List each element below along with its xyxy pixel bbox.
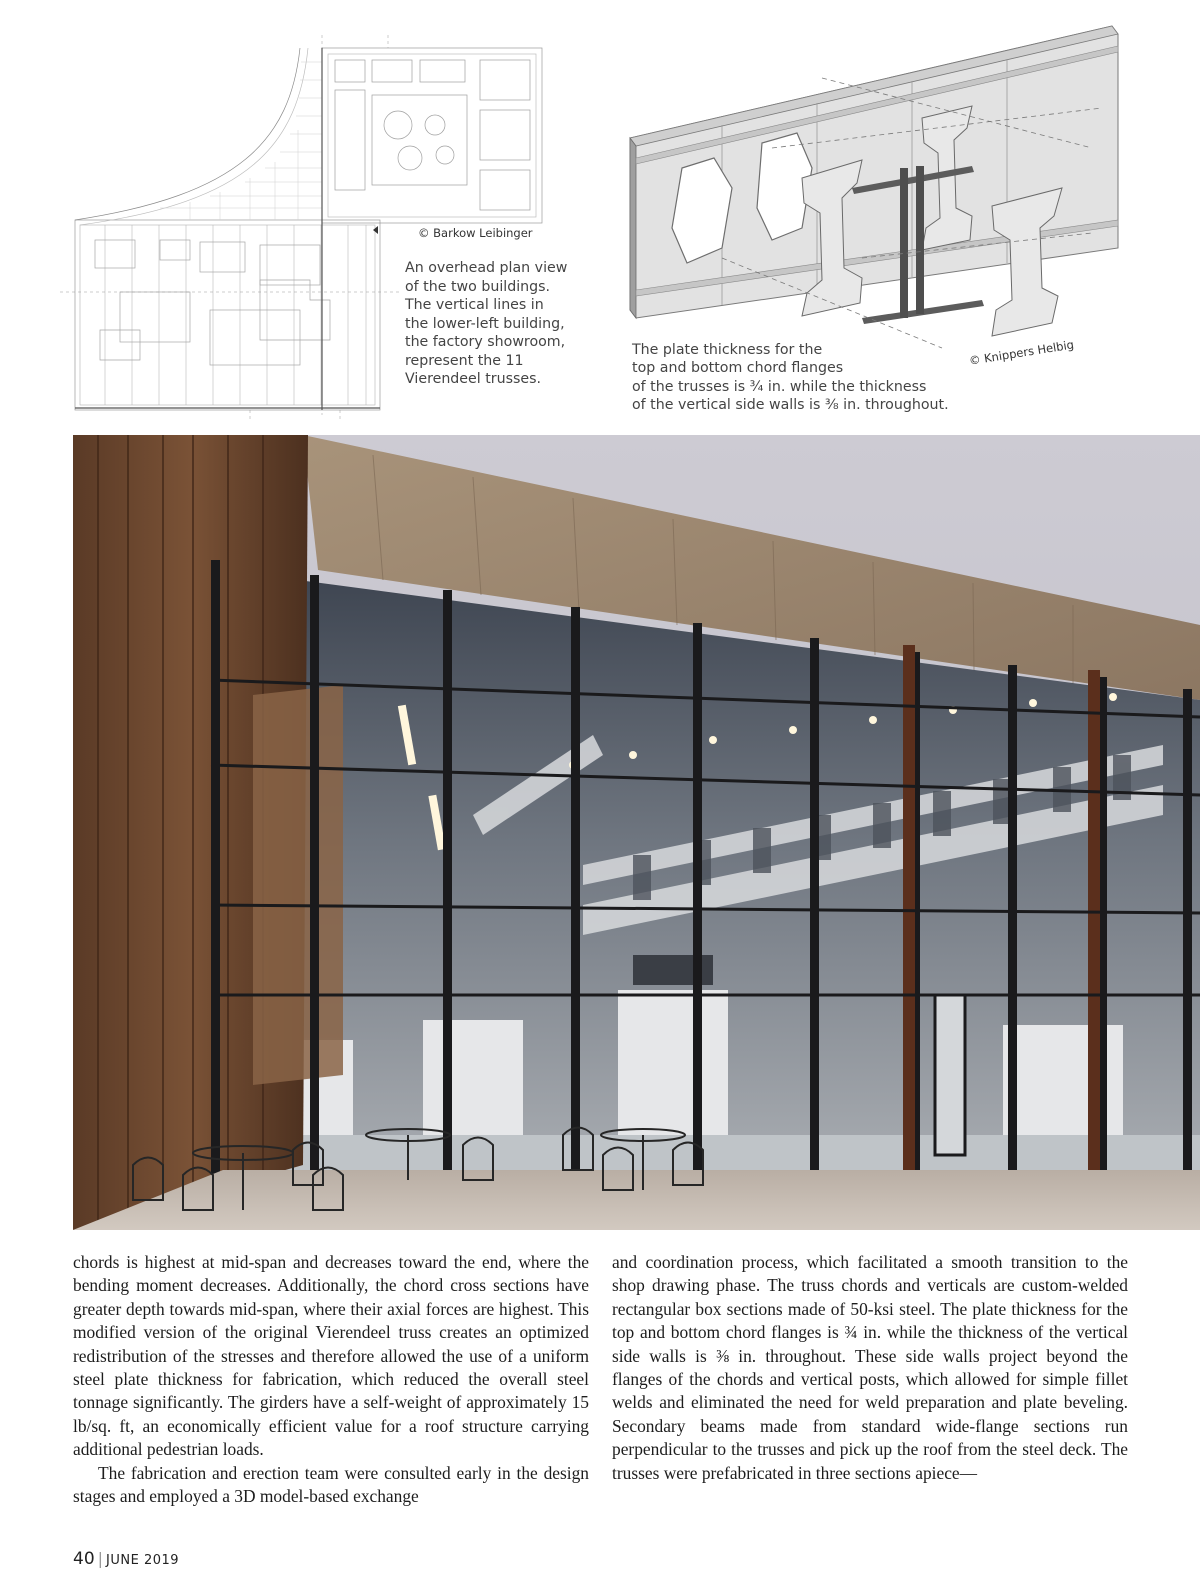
- issue-date: JUNE 2019: [106, 1553, 180, 1568]
- plan-credit: © Barkow Leibinger: [418, 226, 533, 240]
- plan-caption-line: the factory showroom,: [405, 334, 566, 350]
- body-paragraph: chords is highest at mid-span and decreases toward the end, where the bending moment decreases. Additionally, the chord cross sections have greater depth towards mid-span, where their axial forces are highest. This modified version of the original Vierendeel truss creates an optimized redistribution of the stresses and therefore allowed the use of a uniform steel plate thickness for fabrication, which reduced the overall steel tonnage significantly. The girders have a self-weight of approximately 15 lb/sq. ft, an economically efficient value for a roof structure carrying additional pedestrian loads.: [73, 1252, 589, 1460]
- truss-credit: © Knippers Helbig: [968, 337, 1075, 368]
- truss-caption-line: The plate thickness for the: [632, 342, 823, 358]
- truss-caption: [632, 341, 982, 414]
- truss-caption-line: top and bottom chord flanges: [632, 360, 844, 377]
- body-paragraph: and coordination process, which facilitated a smooth transition to the shop drawing phase. The truss chords and verticals are custom-welded rectangular box sections made of 50-ksi steel. The plate thickness for the top and bottom chord flanges is ¾ in. while the thickness of the vertical side walls is ⅜ in. throughout. These side walls project beyond the flanges of the chords and vertical posts, which allowed for simple fillet welds and eliminated the need for weld preparation and plate beveling. Secondary beams made from standard wide-flange sections run perpendicular to the trusses and pick up the roof from the steel deck. The trusses were prefabricated in three sections apiece—: [612, 1252, 1128, 1483]
- truss-caption-line: of the trusses is ¾ in. while the thickness: [632, 378, 927, 395]
- plan-caption-line: the lower-left building,: [405, 315, 565, 332]
- plan-caption-line: of the two buildings.: [405, 278, 551, 295]
- plan-caption: [405, 259, 595, 389]
- body-column-left: [73, 1251, 589, 1508]
- page-footer: [73, 1549, 179, 1569]
- body-paragraph: The fabrication and erection team were consulted early in the design stages and employed a 3D model-based exchange: [73, 1462, 589, 1507]
- plan-caption-line: represent the 11: [405, 352, 524, 369]
- page-number: 40: [73, 1549, 95, 1569]
- plan-caption-line: Vierendeel trusses.: [405, 371, 542, 387]
- plan-caption-line: The vertical lines in: [405, 297, 544, 313]
- body-column-right: [612, 1251, 1128, 1485]
- truss-exploded-diagram: [622, 18, 1142, 363]
- footer-separator: |: [97, 1549, 104, 1568]
- building-photo: [73, 435, 1200, 1230]
- plan-caption-line: An overhead plan view: [405, 260, 568, 276]
- truss-caption-line: of the vertical side walls is ⅜ in. throughout.: [632, 396, 949, 413]
